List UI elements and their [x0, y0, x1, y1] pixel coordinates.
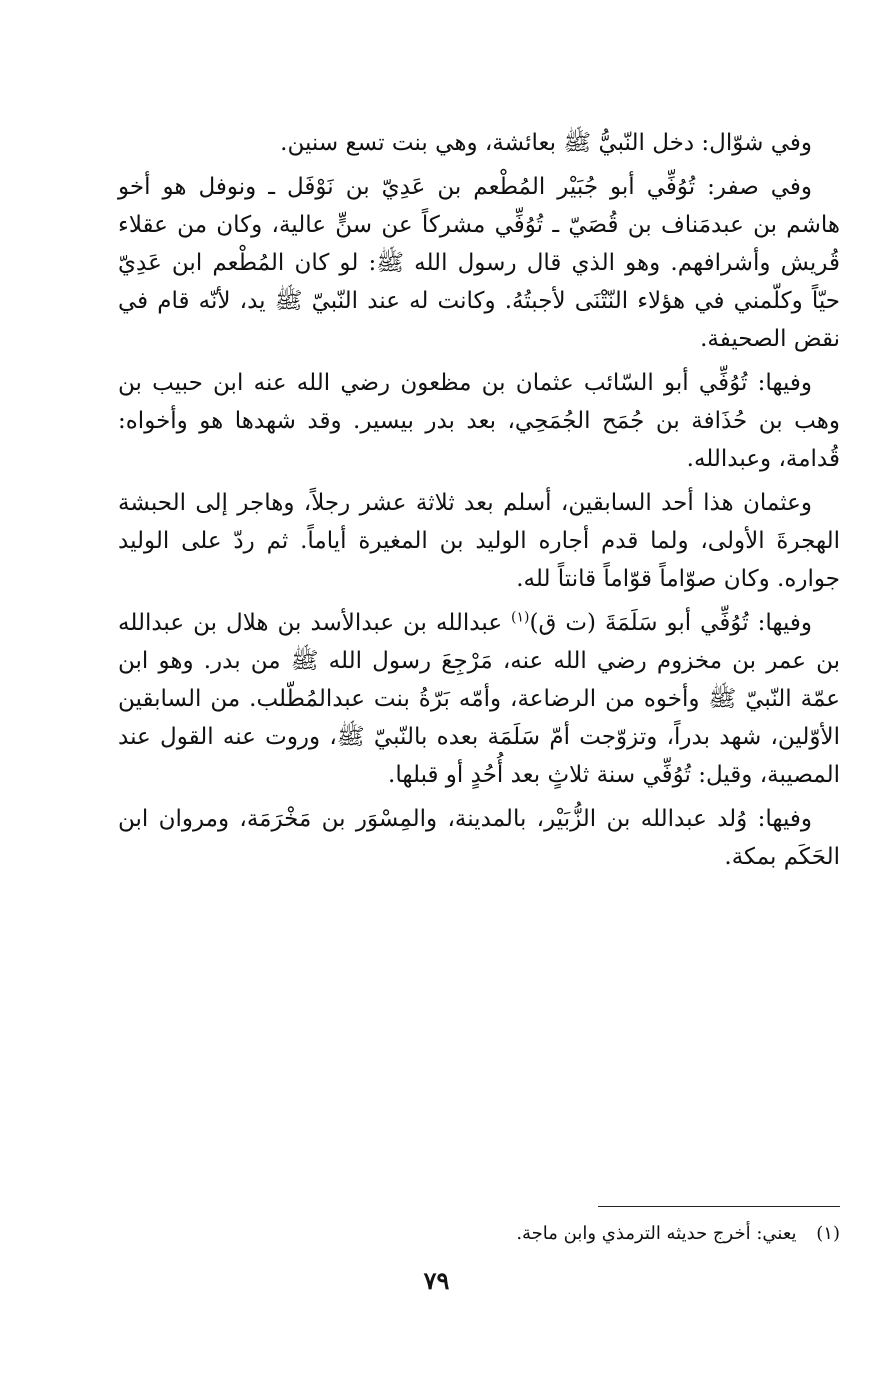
main-text [118, 124, 840, 882]
paragraph-abu-salama-start: وفيها: تُوُفِّي أبو سَلَمَةَ (ت ق) [529, 610, 812, 636]
paragraph-shawwal: وفي شوّال: دخل النّبيُّ ﷺ بعائشة، وهي بنت تسع سنين. [280, 130, 812, 156]
page-number: ٧٩ [423, 1266, 450, 1295]
footnote-text: يعني: أخرج حديثه الترمذي وابن ماجة. [516, 1223, 797, 1244]
footnote-reference: (١) [511, 609, 530, 626]
paragraph-uthman-bio: وعثمان هذا أحد السابقين، أسلم بعد ثلاثة عشر رجلاً، وهاجر إلى الحبشة الهجرةَ الأولى، ولما قدم أجاره الوليد بن المغيرة أياماً. ثم ردّ على الوليد جواره. وكان صوّاماً قوّاماً قانتاً لله. [118, 490, 840, 592]
paragraph-abu-salama-rest: عبدالله بن عبدالأسد بن هلال بن عبدالله بن عمر بن مخزوم رضي الله عنه، مَرْجِعَ رسول الله ﷺ من بدر. وهو ابن عمّة النّبيّ ﷺ وأخوه من الرضاعة، وأمّه بَرّةُ بنت عبدالمُطّلب. من السابقين الأوّلين، شهد بدراً، وتزوّجت أمّ سَلَمَة بعده بالنّبيّ ﷺ، وروت عنه القول عند المصيبة، وقيل: تُوُفِّي سنة ثلاثٍ بعد أُحُدٍ أو قبلها. [118, 610, 840, 788]
paragraph-births: وفيها: وُلد عبدالله بن الزُّبَيْر، بالمدينة، والمِسْوَر بن مَخْرَمَة، ومروان ابن الحَكَم بمكة. [118, 806, 840, 870]
paragraph-abu-salama [118, 604, 840, 794]
footnote-divider [598, 1206, 840, 1207]
paragraph-mutim: وفي صفر: تُوُفِّي أبو جُبَيْر المُطْعم بن عَدِيّ بن نَوْفَل ـ ونوفل هو أخو هاشم بن عبدمَناف بن قُصَيّ ـ تُوُفِّي مشركاً عن سنٍّ عالية، وكان من عقلاء قُريش وأشرافهم. وهو الذي قال رسول الله ﷺ: لو كان المُطْعم ابن عَدِيّ حيّاً وكلّمني في هؤلاء النّتْنَى لأجبتُهُ. وكانت له عند النّبيّ ﷺ يد، لأنّه قام في نقض الصحيفة. [118, 174, 841, 352]
paragraph-uthman-death: وفيها: تُوُفِّي أبو السّائب عثمان بن مظعون رضي الله عنه ابن حبيب بن وهب بن حُذَافة بن جُمَح الجُمَحِي، بعد بدر بيسير. وقد شهدها هو وأخواه: قُدامة، وعبدالله. [118, 370, 840, 472]
footnote [118, 1220, 840, 1248]
footnote-number: (١) [816, 1223, 840, 1244]
